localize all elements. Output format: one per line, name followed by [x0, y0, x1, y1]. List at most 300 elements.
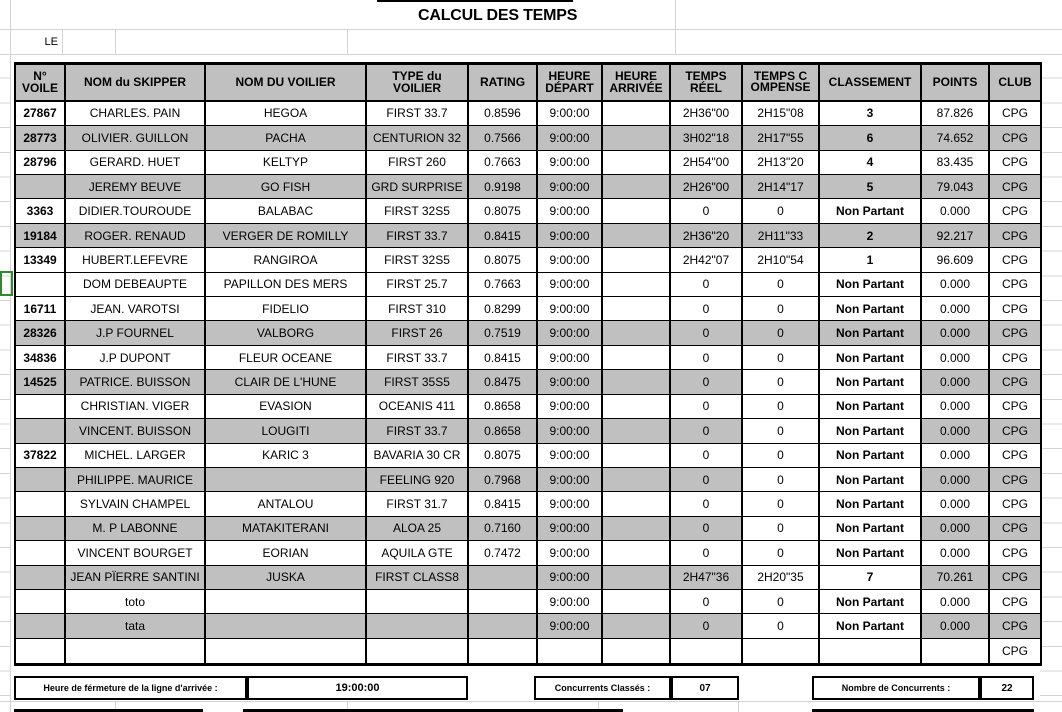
cell-type[interactable]: FIRST 32S5 [366, 248, 468, 272]
cell-compense[interactable]: 2H11"33 [742, 223, 819, 247]
column-header-skipper[interactable]: NOM du SKIPPER [65, 64, 205, 101]
cell-rating[interactable]: 0.7472 [468, 541, 537, 565]
cell-voile[interactable]: 34836 [15, 345, 65, 369]
cell-club[interactable]: CPG [989, 297, 1041, 321]
cell-depart[interactable]: 9:00:00 [537, 419, 602, 443]
cell-club[interactable]: CPG [989, 541, 1041, 565]
cell-depart[interactable]: 9:00:00 [537, 614, 602, 638]
cell-depart[interactable]: 9:00:00 [537, 370, 602, 394]
cell-reel[interactable]: 2H42"07 [670, 248, 742, 272]
cell-classement[interactable]: Non Partant [819, 419, 921, 443]
cell-skipper[interactable]: GERARD. HUET [65, 150, 205, 174]
cell-type[interactable]: FEELING 920 [366, 467, 468, 491]
date-label: LE [44, 36, 58, 48]
cell-reel[interactable]: 2H26"00 [670, 175, 742, 199]
cell-reel[interactable]: 0 [670, 272, 742, 296]
cell-skipper[interactable]: PATRICE. BUISSON [65, 370, 205, 394]
cell-skipper[interactable]: JEREMY BEUVE [65, 175, 205, 199]
cell-rating[interactable]: 0.7566 [468, 126, 537, 150]
column-header-voile[interactable]: N° VOILE [15, 64, 65, 101]
column-header-compense[interactable]: TEMPS COMPENSE [742, 64, 819, 101]
cell-compense[interactable]: 0 [742, 272, 819, 296]
cell-arrivee[interactable] [602, 370, 670, 394]
cell-skipper[interactable]: J.P DUPONT [65, 345, 205, 369]
cell-points[interactable]: 92.217 [921, 223, 989, 247]
cell-skipper[interactable]: HUBERT.LEFEVRE [65, 248, 205, 272]
cell-reel[interactable]: 0 [670, 345, 742, 369]
cell-arrivee[interactable] [602, 175, 670, 199]
cell-classement[interactable]: 1 [819, 248, 921, 272]
cell-type[interactable]: FIRST 32S5 [366, 199, 468, 223]
classified-count-value[interactable]: 07 [671, 676, 739, 700]
cell-voilier[interactable]: VERGER DE ROMILLY [205, 223, 366, 247]
column-header-arrivee[interactable]: HEURE ARRIVÉE [602, 64, 670, 101]
title-cell-top-border [377, 0, 573, 2]
cell-depart[interactable]: 9:00:00 [537, 150, 602, 174]
cell-voile[interactable] [15, 467, 65, 491]
cell-type[interactable]: FIRST 310 [366, 297, 468, 321]
cell-voile[interactable] [15, 589, 65, 613]
cell-rating[interactable]: 0.8075 [468, 443, 537, 467]
cell-club[interactable]: CPG [989, 419, 1041, 443]
cell-voile[interactable]: 28796 [15, 150, 65, 174]
cell-rating[interactable] [468, 589, 537, 613]
cell-club[interactable]: CPG [989, 345, 1041, 369]
cell-voilier[interactable]: ANTALOU [205, 492, 366, 516]
cell-arrivee[interactable] [602, 589, 670, 613]
cell-rating[interactable] [468, 565, 537, 589]
cell-reel[interactable]: 0 [670, 199, 742, 223]
cell-classement[interactable]: 4 [819, 150, 921, 174]
cell-reel[interactable]: 0 [670, 297, 742, 321]
cell-rating[interactable]: 0.8075 [468, 248, 537, 272]
cell-classement[interactable]: Non Partant [819, 467, 921, 491]
cell-voilier[interactable]: BALABAC [205, 199, 366, 223]
cell-voile[interactable]: 16711 [15, 297, 65, 321]
cell-skipper[interactable]: ROGER. RENAUD [65, 223, 205, 247]
cell-club[interactable]: CPG [989, 467, 1041, 491]
cell-classement[interactable]: Non Partant [819, 589, 921, 613]
cell-compense[interactable]: 0 [742, 516, 819, 540]
cell-reel[interactable]: 0 [670, 541, 742, 565]
cell-points[interactable]: 0.000 [921, 419, 989, 443]
cell-voile[interactable] [15, 638, 65, 664]
cell-rating[interactable]: 0.8596 [468, 101, 537, 126]
cell-points[interactable]: 87.826 [921, 101, 989, 126]
cell-depart[interactable]: 9:00:00 [537, 248, 602, 272]
cell-classement[interactable]: Non Partant [819, 516, 921, 540]
cell-voilier[interactable]: JUSKA [205, 565, 366, 589]
cell-classement[interactable]: Non Partant [819, 394, 921, 418]
cell-arrivee[interactable] [602, 321, 670, 345]
cell-reel[interactable]: 0 [670, 370, 742, 394]
cell-skipper[interactable]: VINCENT. BUISSON [65, 419, 205, 443]
cell-voilier[interactable]: LOUGITI [205, 419, 366, 443]
cell-reel[interactable]: 2H36"20 [670, 223, 742, 247]
cell-type[interactable]: ALOA 25 [366, 516, 468, 540]
cell-type[interactable]: FIRST 33.7 [366, 345, 468, 369]
cell-type[interactable]: FIRST 31.7 [366, 492, 468, 516]
cell-voilier[interactable]: FLEUR OCEANE [205, 345, 366, 369]
cell-club[interactable]: CPG [989, 565, 1041, 589]
cell-skipper[interactable]: J.P FOURNEL [65, 321, 205, 345]
cell-voile[interactable]: 28326 [15, 321, 65, 345]
cell-depart[interactable]: 9:00:00 [537, 345, 602, 369]
cell-voilier[interactable]: HEGOA [205, 101, 366, 126]
cell-voile[interactable]: 27867 [15, 101, 65, 126]
cell-compense[interactable]: 0 [742, 297, 819, 321]
cell-type[interactable]: AQUILA GTE [366, 541, 468, 565]
cell-arrivee[interactable] [602, 492, 670, 516]
cell-points[interactable]: 74.652 [921, 126, 989, 150]
cell-reel[interactable]: 0 [670, 467, 742, 491]
cell-type[interactable]: FIRST 26 [366, 321, 468, 345]
cell-classement[interactable]: Non Partant [819, 199, 921, 223]
table-row [15, 419, 1041, 443]
cell-voilier[interactable]: FIDELIO [205, 297, 366, 321]
cell-arrivee[interactable] [602, 199, 670, 223]
column-header-type[interactable]: TYPE du VOILIER [366, 64, 468, 101]
cell-reel[interactable]: 0 [670, 394, 742, 418]
cell-compense[interactable]: 0 [742, 589, 819, 613]
cell-points[interactable] [921, 638, 989, 664]
cell-arrivee[interactable] [602, 541, 670, 565]
cell-classement[interactable] [819, 638, 921, 664]
cell-points[interactable]: 0.000 [921, 443, 989, 467]
cell-reel[interactable]: 0 [670, 589, 742, 613]
cell-points[interactable]: 83.435 [921, 150, 989, 174]
column-header-reel[interactable]: TEMPS RÉEL [670, 64, 742, 101]
cell-points[interactable]: 0.000 [921, 467, 989, 491]
cell-compense[interactable]: 0 [742, 370, 819, 394]
cell-club[interactable]: CPG [989, 443, 1041, 467]
cell-voile[interactable]: 19184 [15, 223, 65, 247]
cell-skipper[interactable]: DIDIER.TOUROUDE [65, 199, 205, 223]
cell-depart[interactable]: 9:00:00 [537, 223, 602, 247]
cell-compense[interactable]: 0 [742, 614, 819, 638]
column-header-rating[interactable]: RATING [468, 64, 537, 101]
cell-arrivee[interactable] [602, 297, 670, 321]
cell-depart[interactable]: 9:00:00 [537, 589, 602, 613]
cell-arrivee[interactable] [602, 565, 670, 589]
cell-compense[interactable]: 2H15"08 [742, 101, 819, 126]
cell-voilier[interactable] [205, 589, 366, 613]
cell-classement[interactable]: Non Partant [819, 272, 921, 296]
cell-reel[interactable]: 0 [670, 419, 742, 443]
cell-rating[interactable] [468, 614, 537, 638]
cell-compense[interactable]: 2H14"17 [742, 175, 819, 199]
column-header-depart[interactable]: HEURE DÉPART [537, 64, 602, 101]
cell-compense[interactable]: 0 [742, 345, 819, 369]
cell-type[interactable]: FIRST CLASS8 [366, 565, 468, 589]
cell-depart[interactable]: 9:00:00 [537, 541, 602, 565]
cell-depart[interactable]: 9:00:00 [537, 199, 602, 223]
cell-reel[interactable]: 2H36"00 [670, 101, 742, 126]
cell-voilier[interactable]: KARIC 3 [205, 443, 366, 467]
cell-compense[interactable]: 0 [742, 492, 819, 516]
cell-club[interactable]: CPG [989, 638, 1041, 664]
cell-type[interactable]: BAVARIA 30 CR [366, 443, 468, 467]
cell-skipper[interactable]: OLIVIER. GUILLON [65, 126, 205, 150]
cell-depart[interactable]: 9:00:00 [537, 101, 602, 126]
cell-rating[interactable]: 0.8658 [468, 394, 537, 418]
cell-skipper[interactable]: toto [65, 589, 205, 613]
cell-skipper[interactable]: tata [65, 614, 205, 638]
cell-points[interactable]: 0.000 [921, 541, 989, 565]
cell-skipper[interactable]: MICHEL. LARGER [65, 443, 205, 467]
cell-points[interactable]: 0.000 [921, 589, 989, 613]
cell-type[interactable]: CENTURION 32 [366, 126, 468, 150]
cell-club[interactable]: CPG [989, 321, 1041, 345]
cell-voilier[interactable]: VALBORG [205, 321, 366, 345]
cell-club[interactable]: CPG [989, 394, 1041, 418]
cell-club[interactable]: CPG [989, 492, 1041, 516]
cell-rating[interactable]: 0.7968 [468, 467, 537, 491]
cell-rating[interactable]: 0.7663 [468, 150, 537, 174]
cell-voile[interactable] [15, 394, 65, 418]
cell-voilier[interactable] [205, 467, 366, 491]
cell-points[interactable]: 0.000 [921, 321, 989, 345]
cell-arrivee[interactable] [602, 638, 670, 664]
cell-rating[interactable]: 0.8415 [468, 345, 537, 369]
cell-compense[interactable]: 0 [742, 321, 819, 345]
cell-points[interactable]: 0.000 [921, 345, 989, 369]
cell-reel[interactable]: 2H47"36 [670, 565, 742, 589]
cell-voilier[interactable] [205, 638, 366, 664]
cell-rating[interactable]: 0.9198 [468, 175, 537, 199]
cell-skipper[interactable]: JEAN PÏERRE SANTINI [65, 565, 205, 589]
cell-skipper[interactable]: VINCENT BOURGET [65, 541, 205, 565]
cell-arrivee[interactable] [602, 272, 670, 296]
column-header-club[interactable]: CLUB [989, 64, 1041, 101]
cell-compense[interactable]: 0 [742, 467, 819, 491]
cell-points[interactable]: 70.261 [921, 565, 989, 589]
cell-skipper[interactable]: CHARLES. PAIN [65, 101, 205, 126]
cell-arrivee[interactable] [602, 516, 670, 540]
cell-classement[interactable]: Non Partant [819, 443, 921, 467]
cell-arrivee[interactable] [602, 150, 670, 174]
cell-points[interactable]: 0.000 [921, 492, 989, 516]
cell-type[interactable] [366, 589, 468, 613]
cell-arrivee[interactable] [602, 614, 670, 638]
cell-type[interactable]: FIRST 260 [366, 150, 468, 174]
cell-club[interactable]: CPG [989, 614, 1041, 638]
cell-compense[interactable]: 0 [742, 443, 819, 467]
cell-depart[interactable]: 9:00:00 [537, 516, 602, 540]
cell-rating[interactable]: 0.8415 [468, 223, 537, 247]
cell-arrivee[interactable] [602, 345, 670, 369]
cell-voilier[interactable]: MATAKITERANI [205, 516, 366, 540]
cell-skipper[interactable]: DOM DEBEAUPTE [65, 272, 205, 296]
cell-club[interactable]: CPG [989, 150, 1041, 174]
cell-arrivee[interactable] [602, 126, 670, 150]
cell-depart[interactable] [537, 638, 602, 664]
cell-skipper[interactable] [65, 638, 205, 664]
cell-rating[interactable]: 0.7663 [468, 272, 537, 296]
cell-rating[interactable]: 0.8415 [468, 492, 537, 516]
cell-depart[interactable]: 9:00:00 [537, 321, 602, 345]
cell-type[interactable]: FIRST 35S5 [366, 370, 468, 394]
cell-classement[interactable]: Non Partant [819, 297, 921, 321]
cell-classement[interactable]: 6 [819, 126, 921, 150]
cell-classement[interactable]: 7 [819, 565, 921, 589]
cell-voile[interactable] [15, 492, 65, 516]
cell-reel[interactable]: 2H54"00 [670, 150, 742, 174]
cell-compense[interactable]: 2H10"54 [742, 248, 819, 272]
cell-voilier[interactable]: PACHA [205, 126, 366, 150]
cell-rating[interactable]: 0.7160 [468, 516, 537, 540]
cell-compense[interactable]: 2H17"55 [742, 126, 819, 150]
cell-skipper[interactable]: SYLVAIN CHAMPEL [65, 492, 205, 516]
table-row [15, 150, 1041, 174]
cell-rating[interactable]: 0.7519 [468, 321, 537, 345]
cell-depart[interactable]: 9:00:00 [537, 394, 602, 418]
cell-reel[interactable]: 0 [670, 492, 742, 516]
cell-skipper[interactable]: PHILIPPE. MAURICE [65, 467, 205, 491]
cell-voile[interactable] [15, 516, 65, 540]
cell-type[interactable]: OCEANIS 411 [366, 394, 468, 418]
cell-depart[interactable]: 9:00:00 [537, 467, 602, 491]
table-row [15, 321, 1041, 345]
cell-compense[interactable]: 0 [742, 541, 819, 565]
cell-type[interactable] [366, 614, 468, 638]
cell-classement[interactable]: Non Partant [819, 614, 921, 638]
cell-arrivee[interactable] [602, 248, 670, 272]
cell-club[interactable]: CPG [989, 248, 1041, 272]
cell-reel[interactable]: 0 [670, 516, 742, 540]
cell-depart[interactable]: 9:00:00 [537, 175, 602, 199]
cell-reel[interactable] [670, 638, 742, 664]
cell-depart[interactable]: 9:00:00 [537, 297, 602, 321]
closing-time-value[interactable]: 19:00:00 [247, 676, 468, 700]
cell-voile[interactable] [15, 614, 65, 638]
cell-arrivee[interactable] [602, 101, 670, 126]
cell-club[interactable]: CPG [989, 101, 1041, 126]
cell-voilier[interactable]: EVASION [205, 394, 366, 418]
cell-points[interactable]: 0.000 [921, 516, 989, 540]
cell-voilier[interactable]: GO FISH [205, 175, 366, 199]
cell-type[interactable]: FIRST 25.7 [366, 272, 468, 296]
cell-classement[interactable]: Non Partant [819, 541, 921, 565]
cell-voile[interactable] [15, 541, 65, 565]
cell-club[interactable]: CPG [989, 199, 1041, 223]
cell-points[interactable]: 0.000 [921, 614, 989, 638]
cell-compense[interactable]: 2H20"35 [742, 565, 819, 589]
cell-club[interactable]: CPG [989, 272, 1041, 296]
cell-club[interactable]: CPG [989, 223, 1041, 247]
cell-points[interactable]: 0.000 [921, 272, 989, 296]
cell-classement[interactable]: 2 [819, 223, 921, 247]
cell-type[interactable]: FIRST 33.7 [366, 419, 468, 443]
cell-arrivee[interactable] [602, 467, 670, 491]
cell-rating[interactable]: 0.8475 [468, 370, 537, 394]
cell-reel[interactable]: 0 [670, 321, 742, 345]
cell-voile[interactable]: 13349 [15, 248, 65, 272]
cell-depart[interactable]: 9:00:00 [537, 272, 602, 296]
cell-voile[interactable] [15, 272, 65, 296]
cell-points[interactable]: 0.000 [921, 370, 989, 394]
cell-skipper[interactable]: M. P LABONNE [65, 516, 205, 540]
cell-type[interactable]: FIRST 33.7 [366, 223, 468, 247]
cell-club[interactable]: CPG [989, 589, 1041, 613]
cell-voile[interactable]: 37822 [15, 443, 65, 467]
cell-skipper[interactable]: JEAN. VAROTSI [65, 297, 205, 321]
cell-reel[interactable]: 0 [670, 614, 742, 638]
cell-points[interactable]: 79.043 [921, 175, 989, 199]
cell-classement[interactable]: 3 [819, 101, 921, 126]
cell-classement[interactable]: Non Partant [819, 370, 921, 394]
cell-depart[interactable]: 9:00:00 [537, 492, 602, 516]
cell-voile[interactable]: 3363 [15, 199, 65, 223]
cell-depart[interactable]: 9:00:00 [537, 126, 602, 150]
cell-voile[interactable] [15, 419, 65, 443]
cell-arrivee[interactable] [602, 419, 670, 443]
cell-skipper[interactable]: CHRISTIAN. VIGER [65, 394, 205, 418]
cell-compense[interactable]: 2H13"20 [742, 150, 819, 174]
cell-classement[interactable]: 5 [819, 175, 921, 199]
cell-arrivee[interactable] [602, 443, 670, 467]
cell-classement[interactable]: Non Partant [819, 492, 921, 516]
cell-classement[interactable]: Non Partant [819, 345, 921, 369]
cell-points[interactable]: 0.000 [921, 199, 989, 223]
cell-compense[interactable]: 0 [742, 394, 819, 418]
cell-voilier[interactable]: RANGIROA [205, 248, 366, 272]
cell-reel[interactable]: 0 [670, 443, 742, 467]
cell-classement[interactable]: Non Partant [819, 321, 921, 345]
cell-club[interactable]: CPG [989, 126, 1041, 150]
cell-compense[interactable]: 0 [742, 419, 819, 443]
cell-arrivee[interactable] [602, 394, 670, 418]
cell-compense[interactable]: 0 [742, 199, 819, 223]
cell-club[interactable]: CPG [989, 175, 1041, 199]
cell-voilier[interactable] [205, 614, 366, 638]
cell-points[interactable]: 96.609 [921, 248, 989, 272]
competitor-count-label[interactable]: Nombre de Concurrents : [812, 676, 980, 700]
cell-depart[interactable]: 9:00:00 [537, 565, 602, 589]
cell-arrivee[interactable] [602, 223, 670, 247]
cell-points[interactable]: 0.000 [921, 297, 989, 321]
cell-depart[interactable]: 9:00:00 [537, 443, 602, 467]
cell-type[interactable]: GRD SURPRISE [366, 175, 468, 199]
cell-voilier[interactable]: CLAIR DE L'HUNE [205, 370, 366, 394]
column-header-voilier[interactable]: NOM DU VOILIER [205, 64, 366, 101]
cell-rating[interactable]: 0.8658 [468, 419, 537, 443]
cell-rating[interactable]: 0.8075 [468, 199, 537, 223]
cell-voile[interactable] [15, 565, 65, 589]
cell-voilier[interactable]: EORIAN [205, 541, 366, 565]
classified-count-label[interactable]: Concurrents Classés : [534, 676, 671, 700]
cell-rating[interactable]: 0.8299 [468, 297, 537, 321]
closing-time-label[interactable]: Heure de férmeture de la ligne d'arrivée : [14, 676, 247, 700]
cell-voilier[interactable]: KELTYP [205, 150, 366, 174]
cell-compense[interactable] [742, 638, 819, 664]
cell-voilier[interactable]: PAPILLON DES MERS [205, 272, 366, 296]
column-header-classement[interactable]: CLASSEMENT [819, 64, 921, 101]
competitor-count-value[interactable]: 22 [980, 676, 1034, 700]
cell-voile[interactable]: 14525 [15, 370, 65, 394]
cell-voile[interactable] [15, 175, 65, 199]
cell-voile[interactable]: 28773 [15, 126, 65, 150]
cell-reel[interactable]: 3H02"18 [670, 126, 742, 150]
table-row [15, 516, 1041, 540]
cell-club[interactable]: CPG [989, 370, 1041, 394]
column-header-points[interactable]: POINTS [921, 64, 989, 101]
cell-points[interactable]: 0.000 [921, 394, 989, 418]
cell-club[interactable]: CPG [989, 516, 1041, 540]
cell-type[interactable] [366, 638, 468, 664]
cell-rating[interactable] [468, 638, 537, 664]
cell-type[interactable]: FIRST 33.7 [366, 101, 468, 126]
